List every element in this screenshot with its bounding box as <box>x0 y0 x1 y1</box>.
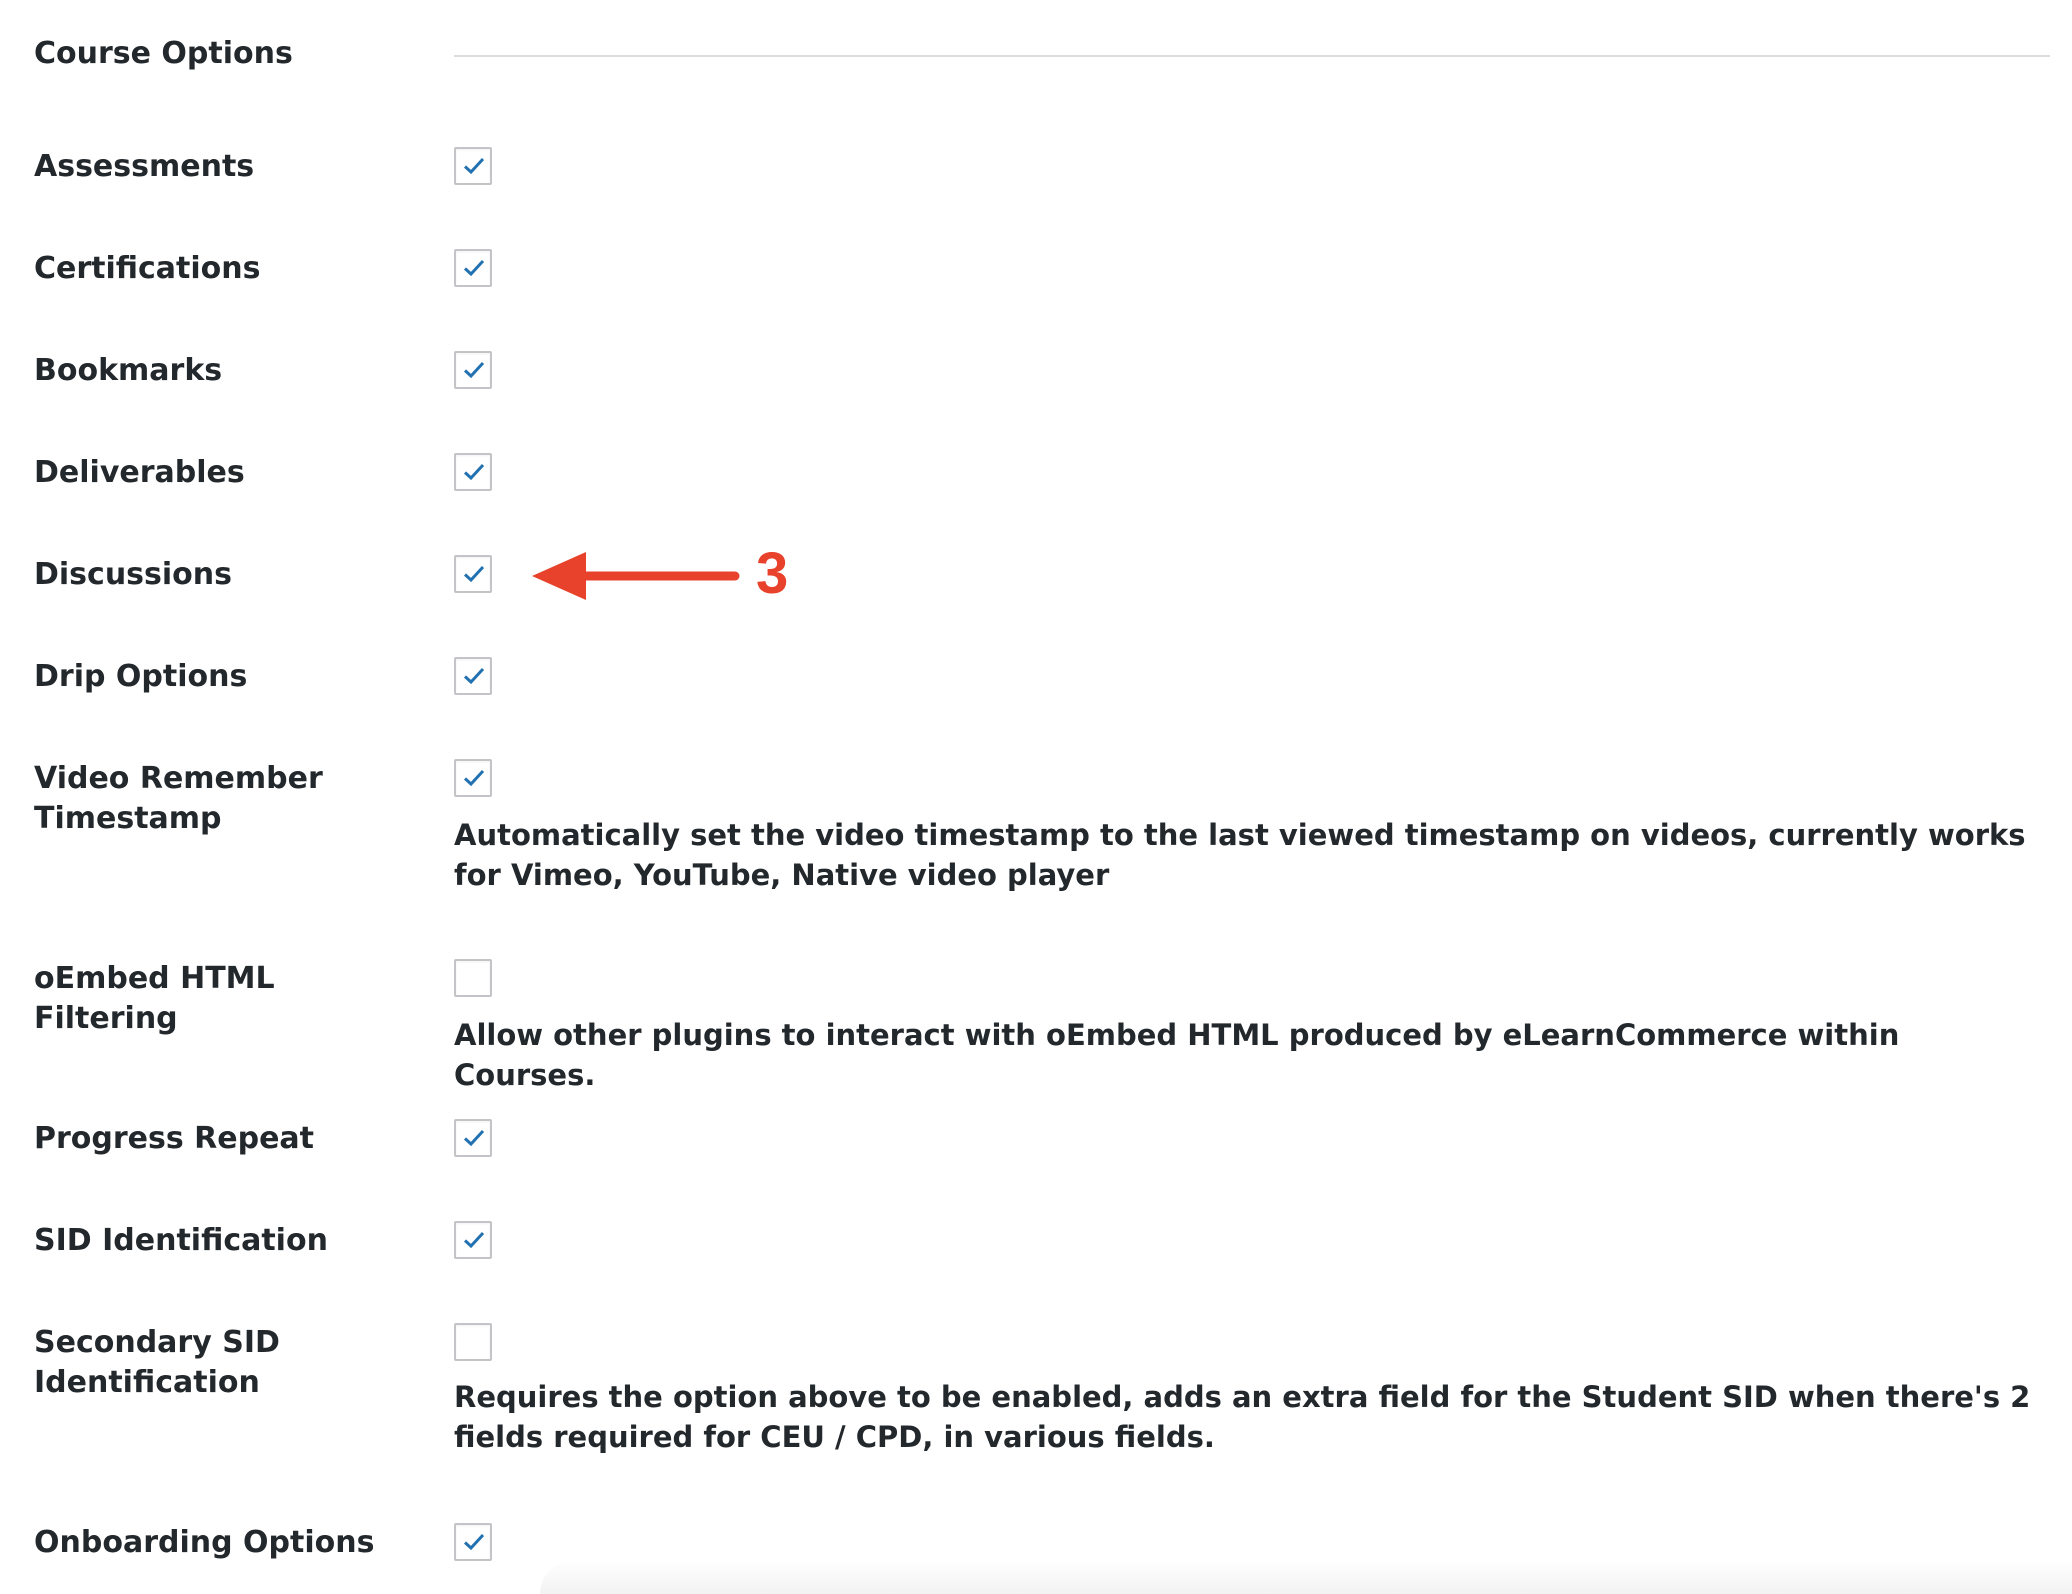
checkmark-icon <box>462 766 486 790</box>
bookmarks-checkbox[interactable] <box>454 351 492 389</box>
option-label: Progress Repeat <box>34 1121 315 1156</box>
deliverables-checkbox[interactable] <box>454 453 492 491</box>
assessments-checkbox[interactable] <box>454 147 492 185</box>
option-label: Onboarding Options <box>34 1525 375 1560</box>
checkmark-icon <box>462 1530 486 1554</box>
onboarding-options-checkbox[interactable] <box>454 1523 492 1561</box>
option-label: oEmbed HTML Filtering <box>34 961 275 1036</box>
video-remember-timestamp-checkbox[interactable] <box>454 759 492 797</box>
certifications-checkbox[interactable] <box>454 249 492 287</box>
checkmark-icon <box>462 1228 486 1252</box>
option-label: Bookmarks <box>34 353 223 388</box>
progress-repeat-checkbox[interactable] <box>454 1119 492 1157</box>
section-divider <box>454 55 2050 57</box>
discussions-checkbox[interactable] <box>454 555 492 593</box>
checkmark-icon <box>462 1126 486 1150</box>
option-label: SID Identification <box>34 1223 328 1258</box>
option-description: Allow other plugins to interact with oEmbed HTML produced by eLearnCommerce within Courses. <box>454 1018 1900 1092</box>
checkmark-icon <box>462 256 486 280</box>
checkmark-icon <box>462 664 486 688</box>
oembed-html-filtering-checkbox[interactable] <box>454 959 492 997</box>
option-description: Automatically set the video timestamp to the last viewed timestamp on videos, currently works for Vimeo, YouTube, Native video player <box>454 818 2026 892</box>
checkmark-icon <box>462 154 486 178</box>
annotation-number: 3 <box>756 541 789 606</box>
section-title: Course Options <box>34 36 293 71</box>
option-label: Certifications <box>34 251 261 286</box>
option-label: Assessments <box>34 149 255 184</box>
secondary-sid-identification-checkbox[interactable] <box>454 1323 492 1361</box>
option-label: Drip Options <box>34 659 248 694</box>
drip-options-checkbox[interactable] <box>454 657 492 695</box>
option-description: Requires the option above to be enabled, adds an extra field for the Student SID when there's 2 fields required for CEU / CPD, in various fields. <box>454 1380 2031 1454</box>
option-label: Video Remember Timestamp <box>34 761 323 836</box>
sid-identification-checkbox[interactable] <box>454 1221 492 1259</box>
bottom-panel-shadow <box>540 1560 2072 1594</box>
checkmark-icon <box>462 562 486 586</box>
option-label: Discussions <box>34 557 233 592</box>
option-label: Secondary SID Identification <box>34 1325 280 1400</box>
checkmark-icon <box>462 358 486 382</box>
option-label: Deliverables <box>34 455 245 490</box>
checkmark-icon <box>462 460 486 484</box>
